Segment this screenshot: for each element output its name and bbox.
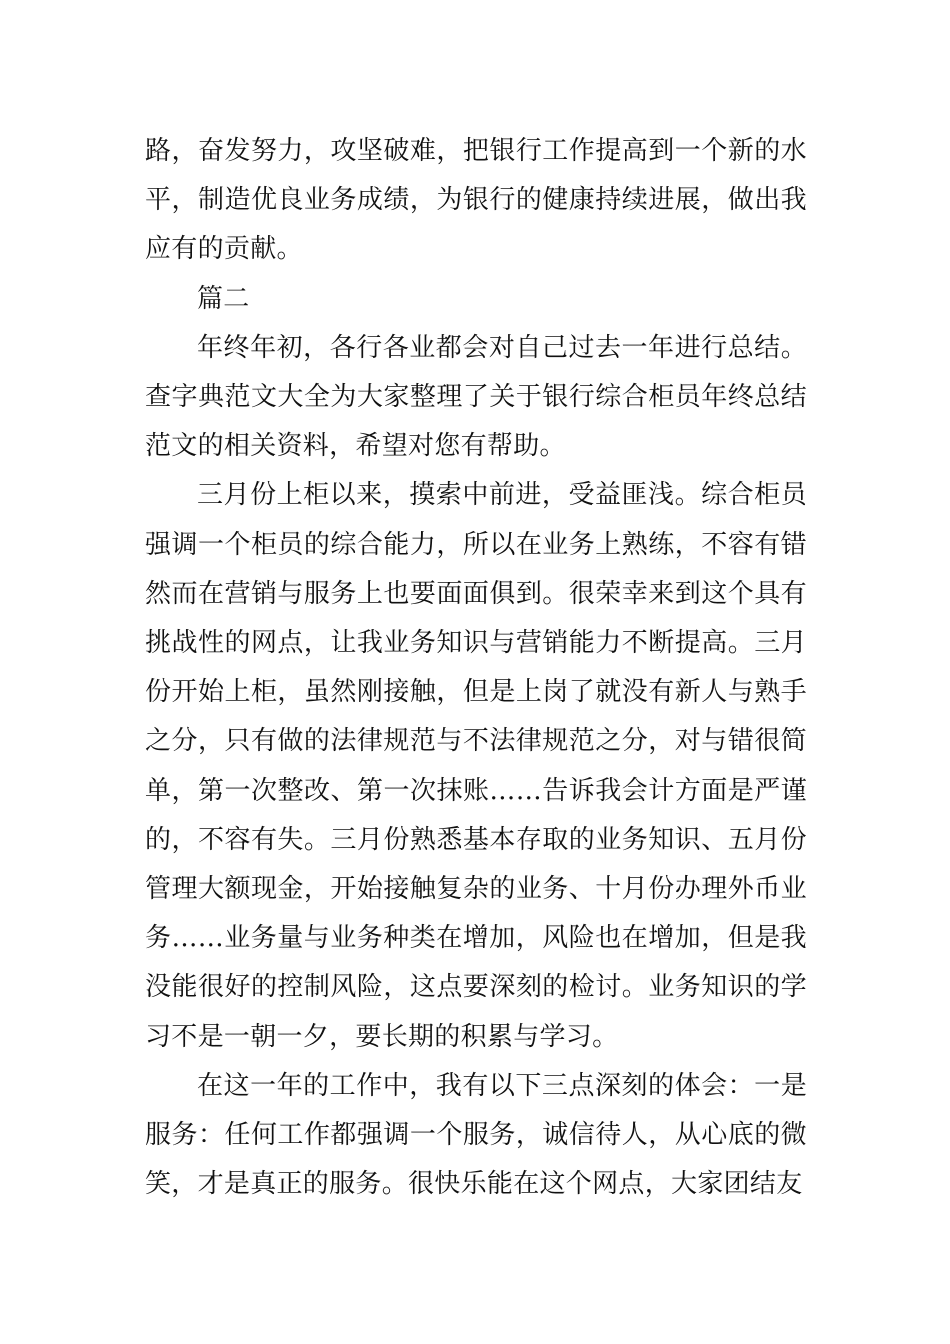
paragraph-3: 在这一年的工作中，我有以下三点深刻的体会：一是服务：任何工作都强调一个服务，诚信待人，从心底的微笑，才是真正的服务。很快乐能在这个网点，大家团结友 (145, 1070, 807, 1200)
paragraph-continued: 路，奋发努力，攻坚破难，把银行工作提高到一个新的水平，制造优良业务成绩，为银行的健康持续进展，做出我应有的贡献。 (145, 136, 807, 265)
section-heading: 篇二 (197, 283, 250, 314)
paragraph-2: 三月份上柜以来，摸索中前进，受益匪浅。综合柜员强调一个柜员的综合能力，所以在业务上熟练，不容有错然而在营销与服务上也要面面俱到。很荣幸来到这个具有挑战性的网点，让我业务知识与营销能力不断提高。三月份开始上柜，虽然刚接触，但是上岗了就没有新人与熟手之分，只有做的法律规范与不法律规范之分，对与错很简单，第一次整改、第一次抹账……告诉我会计方面是严谨的，不容有失。三月份熟悉基本存取的业务知识、五月份管理大额现金，开始接触复杂的业务、十月份办理外币业务……业务量与业务种类在增加，风险也在增加，但是我没能很好的控制风险，这点要深刻的检讨。业务知识的学习不是一朝一夕，要长期的积累与学习。 (145, 480, 807, 1052)
document-page (145, 127, 807, 1209)
paragraph-1: 年终年初，各行各业都会对自己过去一年进行总结。查字典范文大全为大家整理了关于银行综合柜员年终总结范文的相关资料，希望对您有帮助。 (145, 332, 807, 462)
